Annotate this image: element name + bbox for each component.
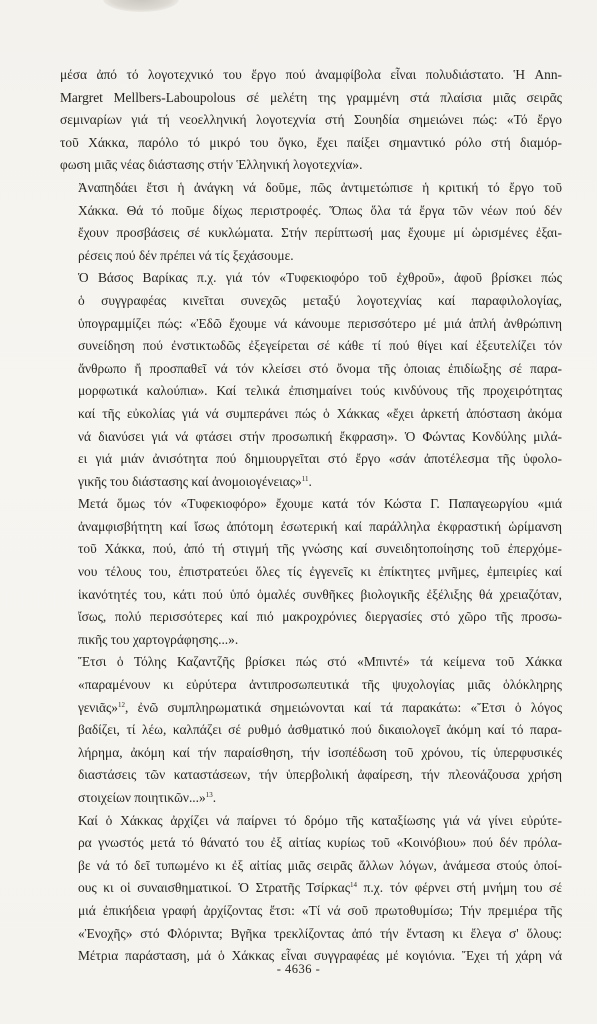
text-line: σεμιναρίων γιά τή νεοελληνική λογοτεχνία στή Σουηδία σημειώνει πώς: «Τό ἔργο [60, 112, 562, 128]
text-line: ους κι οἱ συναισθηματικοί. Ὁ Στρατῆς Τσίρκας$^{14}$ π.χ. τόν φέρνει στή μνήμη του σέ [78, 880, 562, 896]
footnote-ref: 14 [350, 881, 358, 890]
text-line: νά διανύσει γιά νά φτάσει στήν προσωπική ἔκφραση». Ὁ Φώντας Κονδύλης μιλά- [78, 428, 562, 444]
text-line: μορφωτικά καλούπια». Καί τελικά ἐπισημαίνει τούς κινδύνους τῆς προχειρότητας [78, 383, 562, 399]
scan-smudge [103, 0, 179, 12]
text-line: Μέτρια παράσταση, μά ὁ Χάκκας εἶναι συγγραφέας μέ κογιόνια. Ἔχει τή χάρη νά [78, 948, 562, 964]
text-line: Ἀναπηδάει ἔτσι ἡ ἀνάγκη νά δοῦμε, πῶς ἀντιμετώπισε ἡ κριτική τό ἔργο τοῦ [78, 179, 562, 195]
text-line: Margret Mellbers-Laboupolous σέ μελέτη της γραμμένη στά πλαίσια μιᾶς σειρᾶς [60, 89, 562, 105]
text-line: ἔχουν προσβάσεις σέ κυκλώματα. Στήν περίπτωσή μας ἔχουμε μί ὡρισμένες ἐξαι- [78, 225, 562, 241]
text-line: ρα γνωστός μετά τό θάνατό του ἐξ αἰτίας κυρίως τοῦ «Κοινόβιου» πού δέν πρόλα- [78, 835, 562, 851]
body-text [60, 64, 562, 968]
text-line: Καί ὁ Χάκκας ἀρχίζει νά παίρνει τό δρόμο τῆς καταξίωσης γιά νά γίνει εὐρύτε- [78, 812, 562, 828]
text-line: πικῆς του χαρτογράφησης...». [78, 631, 239, 647]
text-line: καί τῆς εὐκολίας γιά νά συμπεράνει πώς ὁ Χάκκας «ἔχει ἀρκετή ἀπόσταση ἀκόμα [78, 405, 562, 421]
footnote-ref: 12 [117, 700, 125, 709]
text-line: Χάκκα. Θά τό ποῦμε δίχως περιστροφές. Ὅπως ὅλα τά ἔργα τῶν νέων πού δέν [78, 202, 562, 218]
text-line: λήρημα, ἀκόμη καί τήν παραίσθηση, τήν ἰσοπέδωση τοῦ χρόνου, τίς ὑπερφυσικές [78, 744, 562, 760]
text-line: τοῦ Χάκκα, παρόλο τό μικρό του ὄγκο, ἔχει παίξει σημαντικό ρόλο στή διαμόρ- [60, 134, 562, 150]
text-line: διαστάσεις τῶν καταστάσεων, τήν ὑπερβολική ἀφαίρεση, τήν πλεονάζουσα χρήση [78, 767, 562, 783]
paragraph [60, 493, 562, 651]
text-line: ἱκανότητές του, κάτι πού ὑπό ὁμαλές συνθῆκες βιολογικῆς ἐξέλιξης θά χρειαζόταν, [78, 586, 562, 602]
text-line: ει γιά μιάν ἀνισότητα πού δημιουργεῖται στό ἔργο «σάν ἀποτέλεσμα τῆς ὑφολο- [78, 451, 562, 467]
text-line: γενιᾶς»$^{12}$, ἐνῶ συμπληρωματικά σημειώνονται καί τά παρακάτω: «Ἔτσι ὁ λόγος [78, 699, 562, 715]
text-line: ἴσως, πολύ περισσότερες καί πιό μακροχρόνιες διεργασίες στό χῶρο τῆς προσω- [78, 609, 562, 625]
footnote-ref: 13 [205, 791, 213, 799]
text-line: ὑπογραμμίζει πώς: «Ἐδῶ ἔχουμε νά κάνουμε περισσότερο μέ μιά ἁπλή ἀνθρώπινη [78, 315, 562, 331]
text-line: ρέσεις πού δέν πρέπει νά τίς ξεχάσουμε. [78, 247, 294, 263]
paragraph [60, 651, 562, 809]
text-line: τοῦ Χάκκα, πού, ἀπό τή στιγμή τῆς γνώσης καί συνειδητοποίησης τοῦ ἐπερχόμε- [78, 541, 562, 557]
page-number: - 4636 - [276, 962, 321, 976]
text-line: βε νά τό δεῖ τυπωμένο κι ἐξ αἰτίας μιᾶς σειρᾶς ἄλλων λόγων, ἀνάμεσα στούς ὁποί- [78, 857, 562, 873]
text-line: συνείδηση πού ἐνστικτωδῶς ἐξεγείρεται σέ κάθε τί πού θίγει καί ἐξευτελίζει τόν [78, 338, 562, 354]
paragraph [60, 810, 562, 968]
text-line: φωση μιᾶς νέας διάστασης στήν Ἑλληνική λογοτεχνία». [60, 157, 363, 173]
text-line: Ὁ Βάσος Βαρίκας π.χ. γιά τόν «Τυφεκιοφόρο τοῦ ἐχθροῦ», ἀφοῦ βρίσκει πώς [78, 270, 562, 286]
paragraph [60, 177, 562, 267]
text-line: στοιχείων ποιητικῶν...»$^{13}$. [78, 790, 217, 805]
footnote-ref: 11 [301, 474, 309, 483]
paragraph [60, 64, 562, 177]
text-line: βαδίζει, τί λέω, καλπάζει σέ ρυθμό ἀσθματικό πού δικαιολογεῖ ἀκόμη καί τό παρα- [78, 722, 562, 738]
text-line: Ἔτσι ὁ Τόλης Καζαντζῆς βρίσκει πώς στό «Μπιντέ» τά κείμενα τοῦ Χάκκα [78, 654, 562, 670]
text-line: ἄνθρωπο ἤ προσπαθεῖ νά τόν κλείσει στό ὄνομα τῆς ὁποιας ἐπιδίωξης σέ παρα- [78, 360, 562, 376]
text-line: Μετά ὅμως τόν «Τυφεκιοφόρο» ἔχουμε κατά τόν Κώστα Γ. Παπαγεωργίου «μιά [78, 496, 562, 512]
text-line: νου τέλους του, ἐπιστρατεύει ὅλες τίς ἐγγενεῖς κι ἐπίκτητες μνῆμες, ἐμπειρίες καί [78, 564, 562, 580]
text-line: ὁ συγγραφέας κινεῖται συνεχῶς μεταξύ λογοτεχνίας καί παραφιλολογίας, [78, 292, 562, 308]
text-line: μέσα ἀπό τό λογοτεχνικό του ἔργο πού ἀναμφίβολα εἶναι πολυδιάστατο. Ἡ Ann- [60, 67, 562, 82]
text-line: «παραμένουν κι εὐρύτερα ἀντιπροσωπευτικά τῆς ψυχολογίας μιᾶς ὁλόκληρης [78, 677, 562, 693]
text-line: ἀναμφισβήτητη καί ἴσως ἀπότομη ἐσωτερική καί παράλληλα ἐκφραστική ὡρίμανση [78, 518, 562, 534]
paragraph [60, 267, 562, 493]
text-line: γικῆς του διάστασης καί ἀνομοιογένειας»$^{11}$. [78, 473, 312, 489]
text-line: «Ἐνοχῆς» στό Φλόριντα; Βγῆκα τρεκλίζοντας ἀπό τήν ἔνταση κι ἔλεγα σ' ὅλους: [78, 925, 562, 941]
text-line: μιά ἐπικήδεια γραφή ἀρχίζοντας ἔτσι: «Τί νά σοῦ πρωτοθυμίσω; Τήν πρεμιέρα τῆς [78, 902, 562, 918]
